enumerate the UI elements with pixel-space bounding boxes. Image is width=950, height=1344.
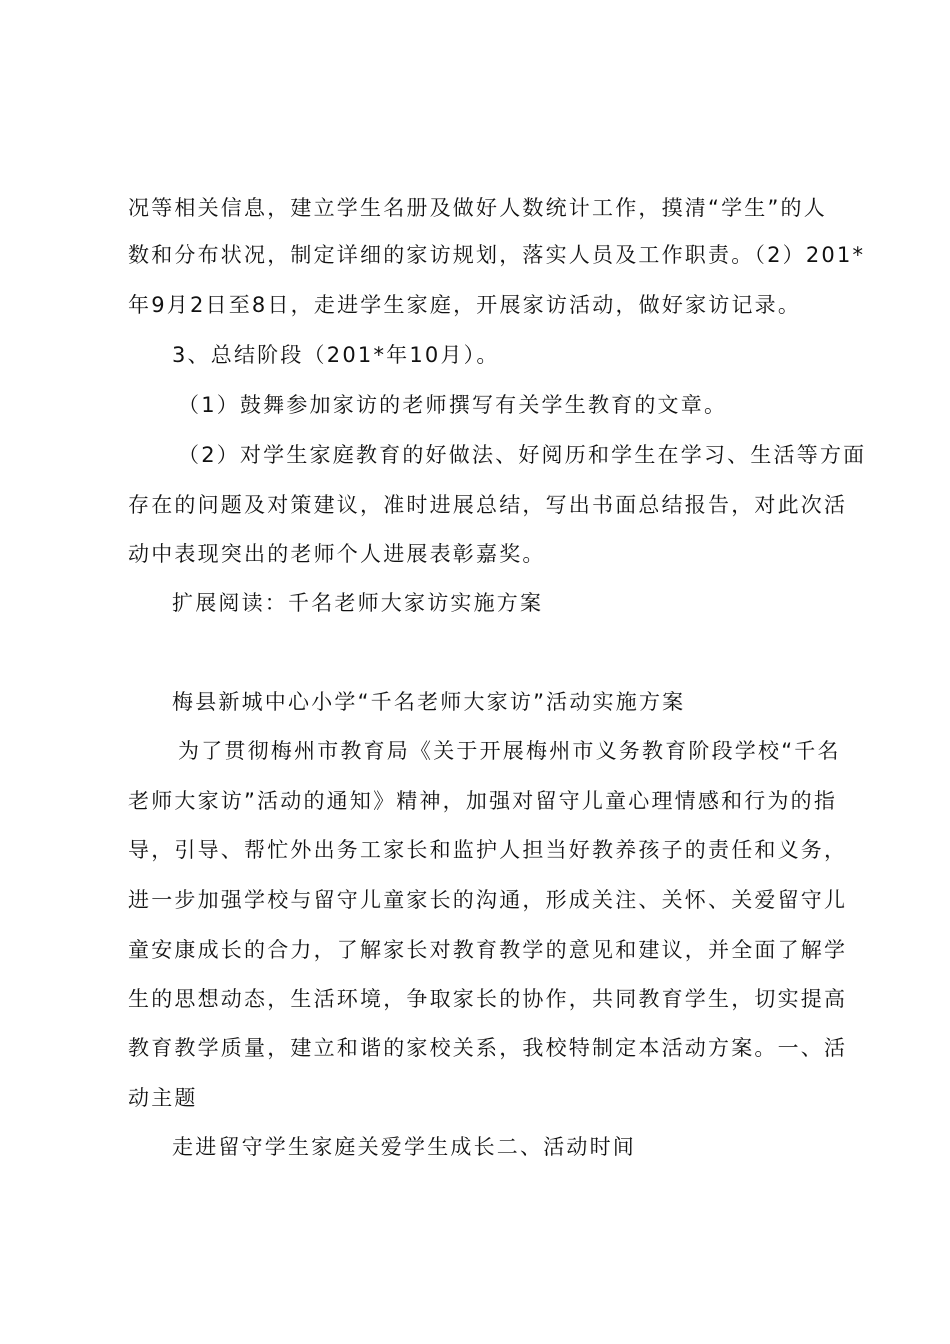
text-line: 为了贯彻梅州市教育局《关于开展梅州市义务教育阶段学校“千名	[178, 739, 841, 763]
section-title: 梅县新城中心小学“千名老师大家访”活动实施方案	[172, 690, 686, 714]
text-line: 童安康成长的合力，了解家长对教育教学的意见和建议，并全面了解学	[128, 938, 848, 962]
text-line: 生的思想动态，生活环境，争取家长的协作，共同教育学生，切实提高	[128, 987, 848, 1011]
text-line: 3、总结阶段（201*年10月）。	[172, 343, 500, 367]
text-line: 进一步加强学校与留守儿童家长的沟通，形成关注、关怀、关爱留守儿	[128, 888, 848, 912]
text-line: 走进留守学生家庭关爱学生成长二、活动时间	[172, 1135, 636, 1159]
text-line: 动主题	[128, 1086, 198, 1110]
text-line: 导，引导、帮忙外出务工家长和监护人担当好教养孩子的责任和义务，	[128, 838, 848, 862]
text-line: （1）鼓舞参加家访的老师撰写有关学生教育的文章。	[178, 393, 728, 417]
text-line: 扩展阅读：千名老师大家访实施方案	[172, 591, 544, 615]
text-line: 况等相关信息，建立学生名册及做好人数统计工作，摸清“学生”的人	[128, 196, 827, 220]
text-line: 数和分布状况，制定详细的家访规划，落实人员及工作职责。（2）201*	[128, 243, 866, 267]
text-line: 老师大家访”活动的通知》精神，加强对留守儿童心理情感和行为的指	[128, 789, 838, 813]
text-line: 年9月2日至8日，走进学生家庭，开展家访活动，做好家访记录。	[128, 293, 802, 317]
text-line: 动中表现突出的老师个人进展表彰嘉奖。	[128, 542, 546, 566]
text-line: 教育教学质量，建立和谐的家校关系，我校特制定本活动方案。一、活	[128, 1036, 848, 1060]
text-line: （2）对学生家庭教育的好做法、好阅历和学生在学习、生活等方面	[178, 443, 867, 467]
text-line: 存在的问题及对策建议，准时进展总结，写出书面总结报告，对此次活	[128, 493, 848, 517]
